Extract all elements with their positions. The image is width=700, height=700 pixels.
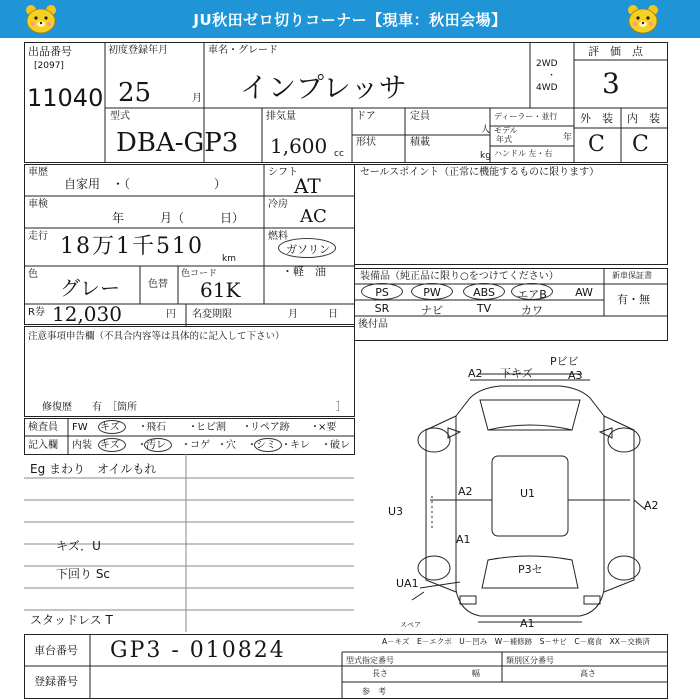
inspector-label-1: 検査員 (28, 422, 58, 433)
inspection-circle (98, 420, 126, 434)
inspection-item: 穴 (226, 440, 236, 451)
damage-mark: 下キズ (500, 367, 533, 380)
inspection-circle (254, 438, 282, 452)
equipment-circle (361, 283, 403, 300)
notes-label: 注意事項申告欄（不具合内容等は具体的に記入して下さい） (28, 331, 285, 342)
equipment-item: AW (575, 286, 593, 299)
inspection-separator: ・ (138, 422, 148, 433)
equipment-item: エアB (517, 288, 547, 301)
damage-mark: A2 (468, 367, 483, 380)
inspection-item: シミ (256, 440, 276, 451)
inspection-item: キズ (100, 440, 120, 451)
door-label: ドア (356, 111, 376, 122)
insp-row2-prefix: 内装 (72, 440, 92, 451)
equipment-circle (411, 283, 453, 300)
lot-sub: [2097] (34, 61, 64, 71)
ext-grade: C (588, 132, 605, 157)
ext-label: 外 装 (580, 112, 613, 125)
inspection-item: 汚レ (146, 440, 166, 451)
int-label: 内 装 (627, 112, 660, 125)
inspection-separator: ・ (281, 440, 291, 451)
model-label: 型式 (110, 111, 130, 122)
width-label: 幅 (472, 669, 480, 678)
mileage-label: 走行 (28, 231, 48, 242)
color-label: 色 (28, 269, 38, 280)
color-change-label: 色替 (148, 279, 168, 290)
ref-label: 参 考 (362, 687, 386, 696)
damage-mark: A3 (568, 369, 583, 382)
reg-no-label: 登録番号 (34, 675, 78, 688)
color-code-value: 61K (200, 278, 241, 302)
inspection-item: リペア跡 (250, 422, 290, 433)
inspection-label: 車検 (28, 199, 48, 210)
car-name: インプレッサ (240, 71, 407, 104)
name-change-value: 月 日 (288, 309, 338, 320)
equipment-item: ABS (473, 286, 495, 299)
history-value: 自家用 ・（ ） (64, 177, 227, 191)
damage-mark: Pビビ (550, 355, 579, 368)
damage-mark: A1 (456, 533, 471, 546)
ac-value: AC (300, 206, 327, 227)
equipment-item: ナビ (421, 304, 443, 317)
equipment-item: PS (375, 286, 389, 299)
inspection-separator: ・ (242, 422, 252, 433)
handle-label: ハンドル 左・右 (494, 149, 553, 158)
inspection-separator: ・ (181, 440, 191, 451)
inspection-item: 破レ (330, 440, 350, 451)
cc-label: 排気量 (266, 111, 296, 122)
load-label: 積載 (410, 137, 430, 148)
spare-label: スペア (400, 621, 421, 629)
class-label: 類別区分番号 (506, 656, 554, 665)
model-year-label: モデル (494, 126, 518, 135)
reg-month-unit: 月 (192, 93, 202, 104)
handwritten-note: Eg まわり オイルもれ (30, 462, 157, 476)
cc-unit: cc (334, 149, 344, 159)
damage-mark: A2 (458, 485, 473, 498)
repair-close: ］ (336, 402, 346, 413)
fuel-circle (278, 238, 336, 258)
cc-value: 1,600 (270, 134, 328, 158)
recycle-value: 12,030 (52, 302, 122, 326)
color-code-label: 色コード (181, 269, 218, 279)
chassis-value: GP3 - 010824 (110, 638, 286, 663)
selling-point-label: セールスポイント（正常に機能するものに限ります） (360, 167, 600, 178)
year-unit: 年 (563, 133, 573, 143)
handwritten-note: 下回り Sc (56, 567, 111, 581)
chassis-label: 車台番号 (34, 644, 78, 657)
shift-value: AT (294, 174, 321, 198)
inspection-circle (144, 438, 172, 452)
person-unit: 人 (481, 125, 491, 135)
recycle-label: R券 (28, 307, 45, 318)
lot-label: 出品番号 (28, 45, 72, 58)
ac-label: 冷房 (268, 199, 288, 210)
reg-label: 初度登録年月 (108, 45, 168, 56)
yen-unit: 円 (166, 309, 176, 320)
color-value: グレー (60, 276, 120, 300)
model-year-sub: 年式 (496, 135, 512, 144)
inspection-separator: ・ (188, 422, 198, 433)
history-label: 車歴 (28, 167, 48, 178)
inspection-item: 飛石 (146, 422, 166, 433)
damage-mark: A1 (520, 617, 535, 630)
score-value: 3 (602, 67, 620, 100)
newcar-label: 新車保証書 (612, 271, 652, 280)
damage-mark: UA1 (396, 577, 419, 590)
shift-label: シフト (268, 167, 298, 178)
equipment-label: 装備品（純正品に限り○をつけてください） (360, 271, 559, 282)
inspection-item: キズ (100, 422, 120, 433)
name-label: 車名・グレード (208, 45, 278, 56)
inspection-separator: ・ (137, 440, 147, 451)
type-spec-label: 型式指定番号 (346, 656, 394, 665)
dealer-label: ディーラー・並行 (494, 112, 558, 121)
equipment-item: カワ (521, 304, 543, 317)
drive-4wd: 4WD (536, 83, 558, 93)
inspection-circle (98, 438, 126, 452)
damage-mark: P3セ (518, 563, 543, 576)
fuel-gas: ガソリン (286, 243, 330, 256)
aftermarket-label: 後付品 (358, 319, 388, 330)
lot-number: 11040 (27, 84, 104, 112)
inspection-separator: ・ (247, 440, 257, 451)
equipment-circle (463, 283, 505, 300)
page-title: JU秋田ゼロ切りコーナー【現車：秋田会場】 (193, 11, 507, 29)
inspection-item: ヒビ割 (196, 422, 226, 433)
inspection-separator: ・ (321, 440, 331, 451)
model-value: DBA-GP3 (116, 128, 239, 158)
handwritten-note: キズ．U (56, 539, 101, 553)
drive-2wd: 2WD (536, 59, 558, 69)
repair-label: 修復歴 有 ［箇所 (42, 402, 137, 413)
insp-row1-prefix: FW (72, 422, 88, 433)
fuel-label: 燃料 (268, 231, 288, 242)
height-label: 高さ (580, 669, 596, 678)
inspection-value: 年 月（ 日） (112, 211, 245, 225)
damage-mark: U1 (520, 487, 536, 500)
fuel-light: ・軽 油 (282, 265, 326, 278)
handwritten-note: スタッドレス T (30, 613, 113, 627)
newcar-value: 有・無 (617, 293, 650, 306)
name-change-label: 名変期限 (192, 309, 232, 320)
inspector-label-2: 記入欄 (28, 440, 58, 451)
damage-legend: A－キズ E－エクボ U－凹み W－補修跡 S－サビ C－腐食 XX－交換済 (382, 637, 650, 646)
length-label: 長さ (372, 669, 388, 678)
damage-mark: U3 (388, 505, 404, 518)
equipment-circle (511, 283, 553, 300)
inspection-item: ×要 (318, 422, 337, 433)
inspection-item: コゲ (190, 440, 210, 451)
equipment-item: PW (423, 286, 441, 299)
damage-mark: A2 (644, 499, 659, 512)
inspection-item: キレ (290, 440, 310, 451)
inspection-separator: ・ (217, 440, 227, 451)
equipment-item: SR (374, 302, 390, 315)
score-label: 評 価 点 (588, 45, 643, 58)
int-grade: C (632, 132, 649, 157)
km-unit: km (222, 254, 236, 264)
equipment-item: TV (476, 302, 492, 315)
shape-label: 形状 (356, 137, 376, 148)
mileage-value: 18万1千510 (60, 234, 204, 259)
inspection-separator: ・ (310, 422, 320, 433)
reg-year: 25 (118, 78, 152, 108)
capacity-label: 定員 (410, 111, 430, 122)
kg-unit: kg (480, 151, 491, 161)
drive-dot: ・ (547, 71, 557, 81)
